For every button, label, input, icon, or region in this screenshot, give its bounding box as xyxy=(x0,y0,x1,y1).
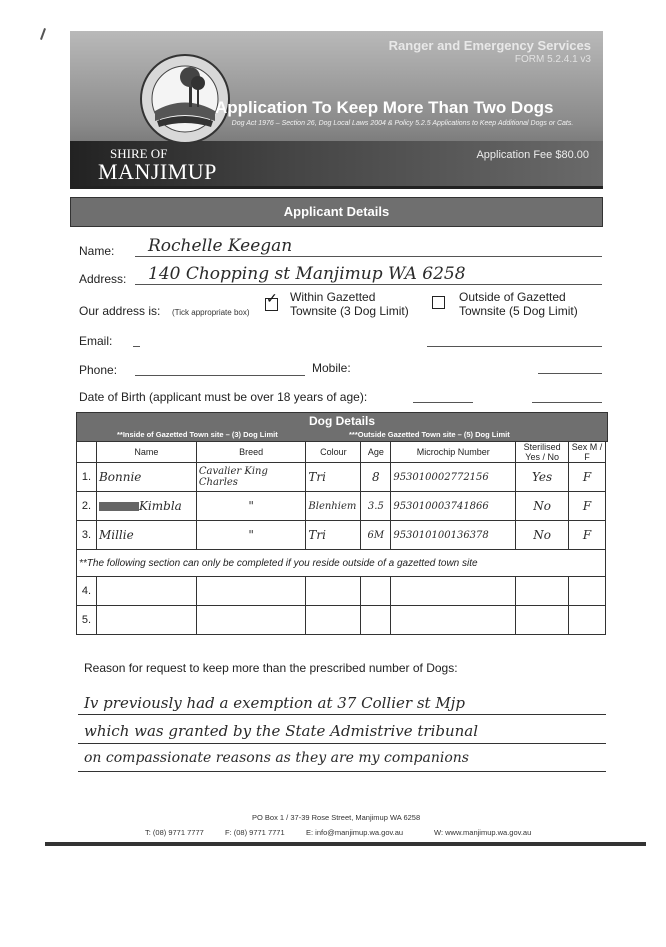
dog-details-table xyxy=(76,441,606,635)
footer-web[interactable]: W: www.manjimup.wa.gov.au xyxy=(434,828,532,837)
name-value[interactable]: Rochelle Keegan xyxy=(148,236,293,256)
footer-email[interactable]: E: info@manjimup.wa.gov.au xyxy=(306,828,404,837)
table-header-row xyxy=(77,442,606,463)
dog-details-title: Dog Details xyxy=(308,414,375,428)
col-name: Name xyxy=(96,442,196,463)
footer-fax: F: (08) 9771 7771 xyxy=(225,828,285,837)
scan-mark xyxy=(40,28,46,40)
col-age: Age xyxy=(361,442,391,463)
reason-line-1[interactable]: Iv previously had a exemption at 37 Collier st Mjp xyxy=(84,694,465,712)
dog-colour[interactable]: Blenhiem xyxy=(306,492,361,521)
dog-sex[interactable] xyxy=(569,606,606,635)
dog-colour[interactable] xyxy=(306,577,361,606)
dog-age[interactable]: 8 xyxy=(361,463,391,492)
dog-name[interactable] xyxy=(96,606,196,635)
row-number: 4. xyxy=(77,577,97,606)
footer-rule xyxy=(45,842,646,846)
dog-name[interactable] xyxy=(96,492,196,521)
dog-sex[interactable]: F xyxy=(569,463,606,492)
department-name: Ranger and Emergency Services xyxy=(388,38,591,53)
mobile-label: Mobile: xyxy=(312,361,351,375)
within-townsite-checkbox[interactable] xyxy=(265,290,278,311)
dog-breed[interactable]: " xyxy=(196,492,306,521)
dog-microchip[interactable]: 953010003741866 xyxy=(391,492,516,521)
reason-rule-2 xyxy=(78,743,606,744)
row-number: 3. xyxy=(77,521,97,550)
reason-label: Reason for request to keep more than the prescribed number of Dogs: xyxy=(84,661,458,675)
table-row xyxy=(77,577,606,606)
dog-name[interactable]: Bonnie xyxy=(96,463,196,492)
col-colour: Colour xyxy=(306,442,361,463)
outside-townsite-label-2: Townsite (5 Dog Limit) xyxy=(459,304,578,318)
outside-townsite-checkbox[interactable] xyxy=(432,296,445,309)
dog-age[interactable]: 3.5 xyxy=(361,492,391,521)
row-number: 1. xyxy=(77,463,97,492)
dog-colour[interactable]: Tri xyxy=(306,463,361,492)
dog-microchip[interactable] xyxy=(391,606,516,635)
dog-sterilised[interactable] xyxy=(516,577,569,606)
dog-breed[interactable] xyxy=(196,577,306,606)
table-row xyxy=(77,606,606,635)
inside-townsite-note: **Inside of Gazetted Town site – (3) Dog Limit xyxy=(117,430,278,439)
within-townsite-label-2: Townsite (3 Dog Limit) xyxy=(290,304,409,318)
address-value[interactable]: 140 Chopping st Manjimup WA 6258 xyxy=(148,264,466,284)
dog-age[interactable] xyxy=(361,606,391,635)
col-breed: Breed xyxy=(196,442,306,463)
table-row xyxy=(77,521,606,550)
table-row xyxy=(77,463,606,492)
dog-microchip[interactable] xyxy=(391,577,516,606)
dog-colour[interactable]: Tri xyxy=(306,521,361,550)
shire-of-label: SHIRE OF xyxy=(110,146,168,161)
dog-details-bar xyxy=(76,412,608,442)
dog-name-text: Kimbla xyxy=(138,499,182,513)
reason-line-3[interactable]: on compassionate reasons as they are my companions xyxy=(84,750,469,766)
legislation-subtitle: Dog Act 1976 – Section 26, Dog Local Laws 2004 & Policy 5.2.5 Applications to Keep Additional Dogs or Cats. xyxy=(231,120,574,127)
outside-townsite-note: ***Outside Gazetted Town site – (5) Dog Limit xyxy=(349,430,510,439)
dog-age[interactable]: 6M xyxy=(361,521,391,550)
dog-age[interactable] xyxy=(361,577,391,606)
col-sex: Sex M / F xyxy=(569,442,606,463)
dob-line-2 xyxy=(532,402,602,403)
row-number: 5. xyxy=(77,606,97,635)
reason-line-2[interactable]: which was granted by the State Admistrive tribunal xyxy=(84,722,479,740)
outside-only-note: **The following section can only be completed if you reside outside of a gazetted town site xyxy=(77,550,606,577)
dog-breed[interactable]: Cavalier King Charles xyxy=(196,463,306,492)
row-number: 2. xyxy=(77,492,97,521)
email-line-short xyxy=(133,346,140,347)
reason-rule-3 xyxy=(78,771,606,772)
dog-breed[interactable]: " xyxy=(196,521,306,550)
reason-rule-1 xyxy=(78,714,606,715)
dog-sterilised[interactable]: No xyxy=(516,492,569,521)
email-label: Email: xyxy=(79,334,113,348)
dog-microchip[interactable]: 953010002772156 xyxy=(391,463,516,492)
within-townsite-label-1: Within Gazetted xyxy=(290,290,376,304)
dog-sterilised[interactable] xyxy=(516,606,569,635)
table-row xyxy=(77,492,606,521)
dog-breed[interactable] xyxy=(196,606,306,635)
col-sterilised: Sterilised Yes / No xyxy=(516,442,569,463)
col-num xyxy=(77,442,97,463)
dog-sex[interactable] xyxy=(569,577,606,606)
name-line xyxy=(135,256,602,257)
dog-colour[interactable] xyxy=(306,606,361,635)
our-address-label: Our address is: xyxy=(79,304,161,318)
name-label: Name: xyxy=(79,244,115,258)
dog-name[interactable]: Millie xyxy=(96,521,196,550)
dob-line-1 xyxy=(413,402,473,403)
col-microchip: Microchip Number xyxy=(391,442,516,463)
dog-sterilised[interactable]: Yes xyxy=(516,463,569,492)
page-title: Application To Keep More Than Two Dogs xyxy=(215,98,554,117)
email-line xyxy=(427,346,602,347)
outside-townsite-label-1: Outside of Gazetted xyxy=(459,290,566,304)
dog-sex[interactable]: F xyxy=(569,492,606,521)
shire-name: MANJIMUP xyxy=(98,159,217,184)
applicant-details-bar xyxy=(70,197,603,227)
address-line xyxy=(135,284,602,285)
footer-tel: T: (08) 9771 7777 xyxy=(145,828,204,837)
phone-label: Phone: xyxy=(79,363,118,377)
address-label: Address: xyxy=(79,272,127,286)
phone-line xyxy=(135,375,305,376)
applicant-details-title: Applicant Details xyxy=(283,204,390,219)
form-header xyxy=(70,31,603,189)
dog-sex[interactable]: F xyxy=(569,521,606,550)
footer-address: PO Box 1 / 37-39 Rose Street, Manjimup WA 6258 xyxy=(252,813,421,822)
outside-only-note-row xyxy=(77,550,606,577)
dog-name[interactable] xyxy=(96,577,196,606)
application-fee: Application Fee $80.00 xyxy=(476,149,589,161)
tick-hint: (Tick appropriate box) xyxy=(172,308,250,317)
checkmark-icon: ✓ xyxy=(266,290,278,306)
mobile-line xyxy=(538,373,602,374)
dog-sterilised[interactable]: No xyxy=(516,521,569,550)
dog-microchip[interactable]: 953010100136378 xyxy=(391,521,516,550)
scribbled-out-text xyxy=(99,502,139,511)
dob-label: Date of Birth (applicant must be over 18 years of age): xyxy=(79,390,368,404)
form-number: FORM 5.2.4.1 v3 xyxy=(514,54,591,65)
